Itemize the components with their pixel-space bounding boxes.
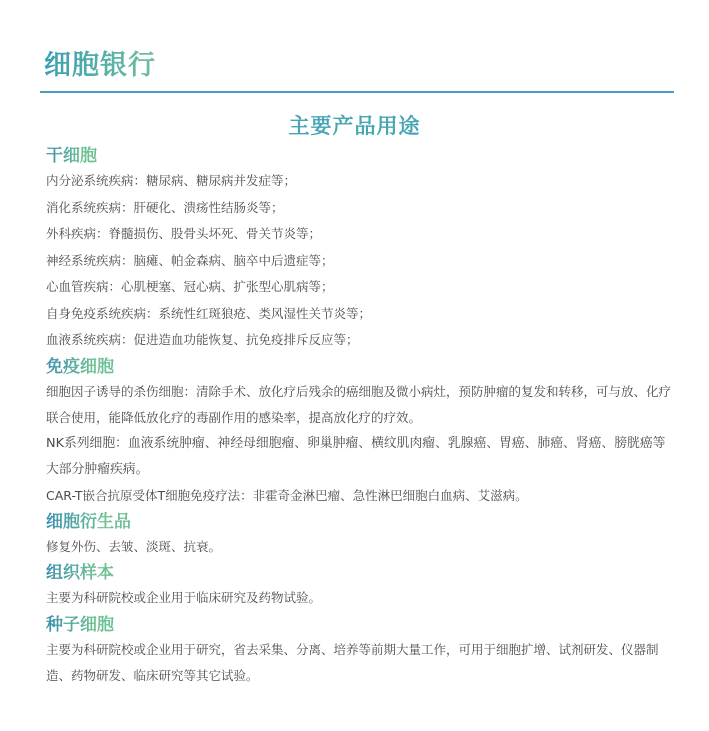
category-title: 干细胞 [46, 146, 97, 166]
content-body [46, 143, 674, 689]
list-item: 神经系统疾病：脑瘫、帕金森病、脑卒中后遗症等； [46, 252, 334, 268]
category-tissue-samples [46, 560, 674, 612]
list-item: 修复外伤、去皱、淡斑、抗衰。 [46, 538, 222, 554]
category-derivatives [46, 509, 674, 561]
list-item: 心血管疾病：心肌梗塞、冠心病、扩张型心肌病等； [46, 279, 334, 294]
paragraph: CAR-T嵌合抗原受体T细胞免疫疗法：非霍奇金淋巴瘤、急性淋巴细胞白血病、艾滋病。 [46, 487, 528, 503]
category-seed-cells [46, 612, 674, 689]
list-item: 自身免疫系统疾病：系统性红斑狼疮、类风湿性关节炎等； [46, 305, 372, 321]
page-title: 细胞银行 [44, 48, 156, 84]
list-item: 外科疾病：脊髓损伤、股骨头坏死、骨关节炎等； [46, 226, 322, 241]
list-item: 消化系统疾病：肝硬化、溃疡性结肠炎等； [46, 199, 284, 215]
title-divider [40, 91, 674, 93]
list-item: 血液系统疾病：促进造血功能恢复、抗免疫排斥反应等； [46, 332, 359, 347]
list-item: 内分泌系统疾病：糖尿病、糖尿病并发症等； [46, 173, 297, 188]
paragraph: 主要为科研院校或企业用于研究，省去采集、分离、培养等前期大量工作，可用于细胞扩增、试剂研发、仪器制造、药物研发、临床研究等其它试验。 [46, 641, 659, 683]
category-title: 细胞衍生品 [46, 511, 131, 532]
category-title: 免疫细胞 [46, 356, 114, 377]
paragraph: NK系列细胞：血液系统肿瘤、神经母细胞瘤、卵巢肿瘤、横纹肌肉瘤、乳腺癌、胃癌、肺癌、肾癌、膀胱癌等大部分肿瘤疾病。 [46, 435, 666, 477]
category-title: 种子细胞 [46, 614, 114, 635]
category-title: 组织样本 [46, 563, 114, 583]
paragraph: 细胞因子诱导的杀伤细胞：清除手术、放化疗后残余的癌细胞及微小病灶，预防肿瘤的复发和转移，可与放、化疗联合使用，能降低放化疗的毒副作用的感染率，提高放化疗的疗效。 [46, 383, 672, 425]
category-stem-cells [46, 143, 674, 354]
category-immune-cells [46, 354, 674, 509]
list-item: 主要为科研院校或企业用于临床研究及药物试验。 [46, 590, 322, 605]
section-heading: 主要产品用途 [288, 114, 421, 138]
